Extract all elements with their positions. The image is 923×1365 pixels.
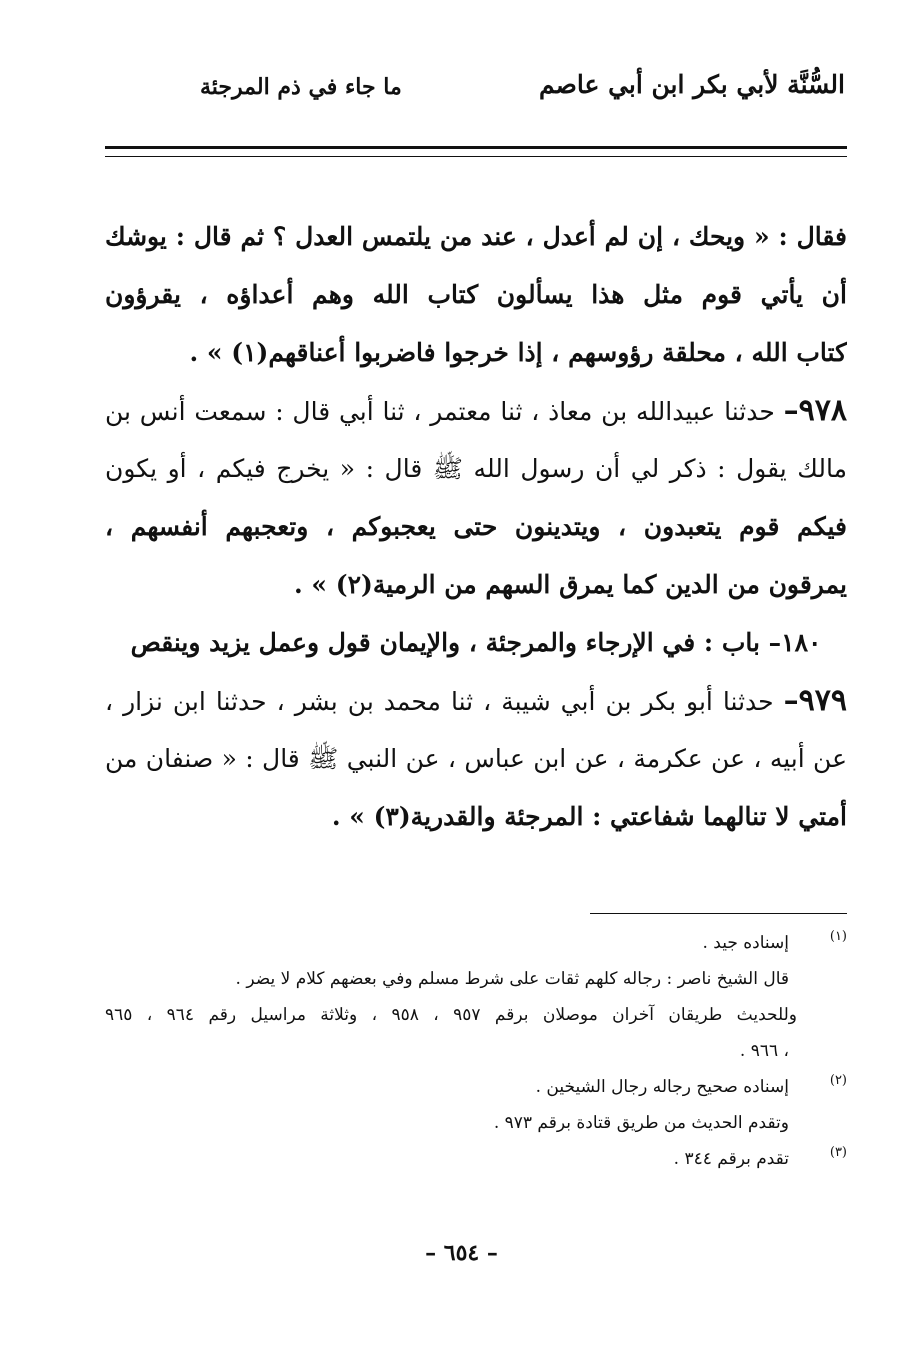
footnote-marker: (١): [829, 929, 847, 944]
footnote-line: [105, 997, 847, 1033]
footnote-text: قال الشيخ ناصر : رجاله كلهم ثقات على شرط مسلم وفي بعضهم كلام لا يضر .: [235, 969, 789, 989]
hadith-number: ٩٧٩–: [783, 683, 847, 718]
text-line: يمرقون من الدين كما يمرق السهم من الرمية(٢) » .: [293, 570, 847, 599]
footnote-line: [105, 1033, 847, 1069]
header-rule-thick: [105, 146, 847, 149]
page-header: [105, 70, 845, 120]
chapter-title: ما جاء في ذم المرجئة: [200, 74, 402, 100]
text-line: مالك يقول : ذكر لي أن رسول الله ﷺ قال : « يخرج فيكم ، أو يكون: [105, 454, 847, 483]
text-line: أن يأتي قوم مثل هذا يسألون كتاب الله وهم أعداؤه ، يقرؤون: [105, 280, 847, 309]
text-line: فقال : « ويحك ، إن لم أعدل ، عند من يلتمس العدل ؟ ثم قال : يوشك: [105, 222, 847, 251]
text-line: كتاب الله ، محلقة رؤوسهم ، إذا خرجوا فاضربوا أعناقهم(١) » .: [189, 338, 847, 367]
footnote-text: إسناده جيد .: [702, 933, 789, 953]
footnote-text: تقدم برقم ٣٤٤ .: [673, 1149, 789, 1169]
main-text: [105, 208, 847, 846]
page-number: – ٦٥٤ –: [425, 1240, 498, 1266]
footnote-line: [105, 1069, 847, 1105]
text-line: أمتي لا تنالهما شفاعتي : المرجئة والقدرية(٣) » .: [331, 802, 847, 831]
footnote-marker: (٣): [829, 1145, 847, 1160]
hadith-text: حدثنا أبو بكر بن أبي شيبة ، ثنا محمد بن بشر ، حدثنا ابن نزار ،: [105, 687, 774, 716]
hadith-978-line: [105, 382, 847, 440]
chapter-heading: ١٨٠– باب : في الإرجاء والمرجئة ، والإيمان قول وعمل يزيد وينقص: [130, 628, 822, 657]
footnote-line: [105, 1141, 847, 1177]
footnote-text: ، ٩٦٦ .: [739, 1041, 789, 1061]
footnote-marker: (٢): [829, 1073, 847, 1088]
footnotes: [105, 925, 847, 1177]
footnote-text: إسناده صحيح رجاله رجال الشيخين .: [535, 1077, 789, 1097]
footnote-text: وتقدم الحديث من طريق قتادة برقم ٩٧٣ .: [493, 1113, 789, 1133]
footnote-text: وللحديث طريقان آخران موصلان برقم ٩٥٧ ، ٩٥٨ ، وثلاثة مراسيل رقم ٩٦٤ ، ٩٦٥: [105, 1005, 798, 1025]
footnote-line: [105, 961, 847, 997]
header-rule-thin: [105, 156, 847, 157]
footnote-line: [105, 1105, 847, 1141]
book-title: السُّنَّة لأبي بكر ابن أبي عاصم: [538, 70, 845, 99]
text-line: عن أبيه ، عن عكرمة ، عن ابن عباس ، عن النبي ﷺ قال : « صنفان من: [105, 744, 847, 773]
footnote-rule: [590, 913, 847, 914]
hadith-text: حدثنا عبيدالله بن معاذ ، ثنا معتمر ، ثنا أبي قال : سمعت أنس بن: [105, 397, 775, 426]
footnote-line: [105, 925, 847, 961]
text-line: فيكم قوم يتعبدون ، ويتدينون حتى يعجبوكم ، وتعجبهم أنفسهم ،: [105, 512, 847, 541]
hadith-number: ٩٧٨–: [783, 393, 847, 428]
hadith-979-line: [105, 672, 847, 730]
